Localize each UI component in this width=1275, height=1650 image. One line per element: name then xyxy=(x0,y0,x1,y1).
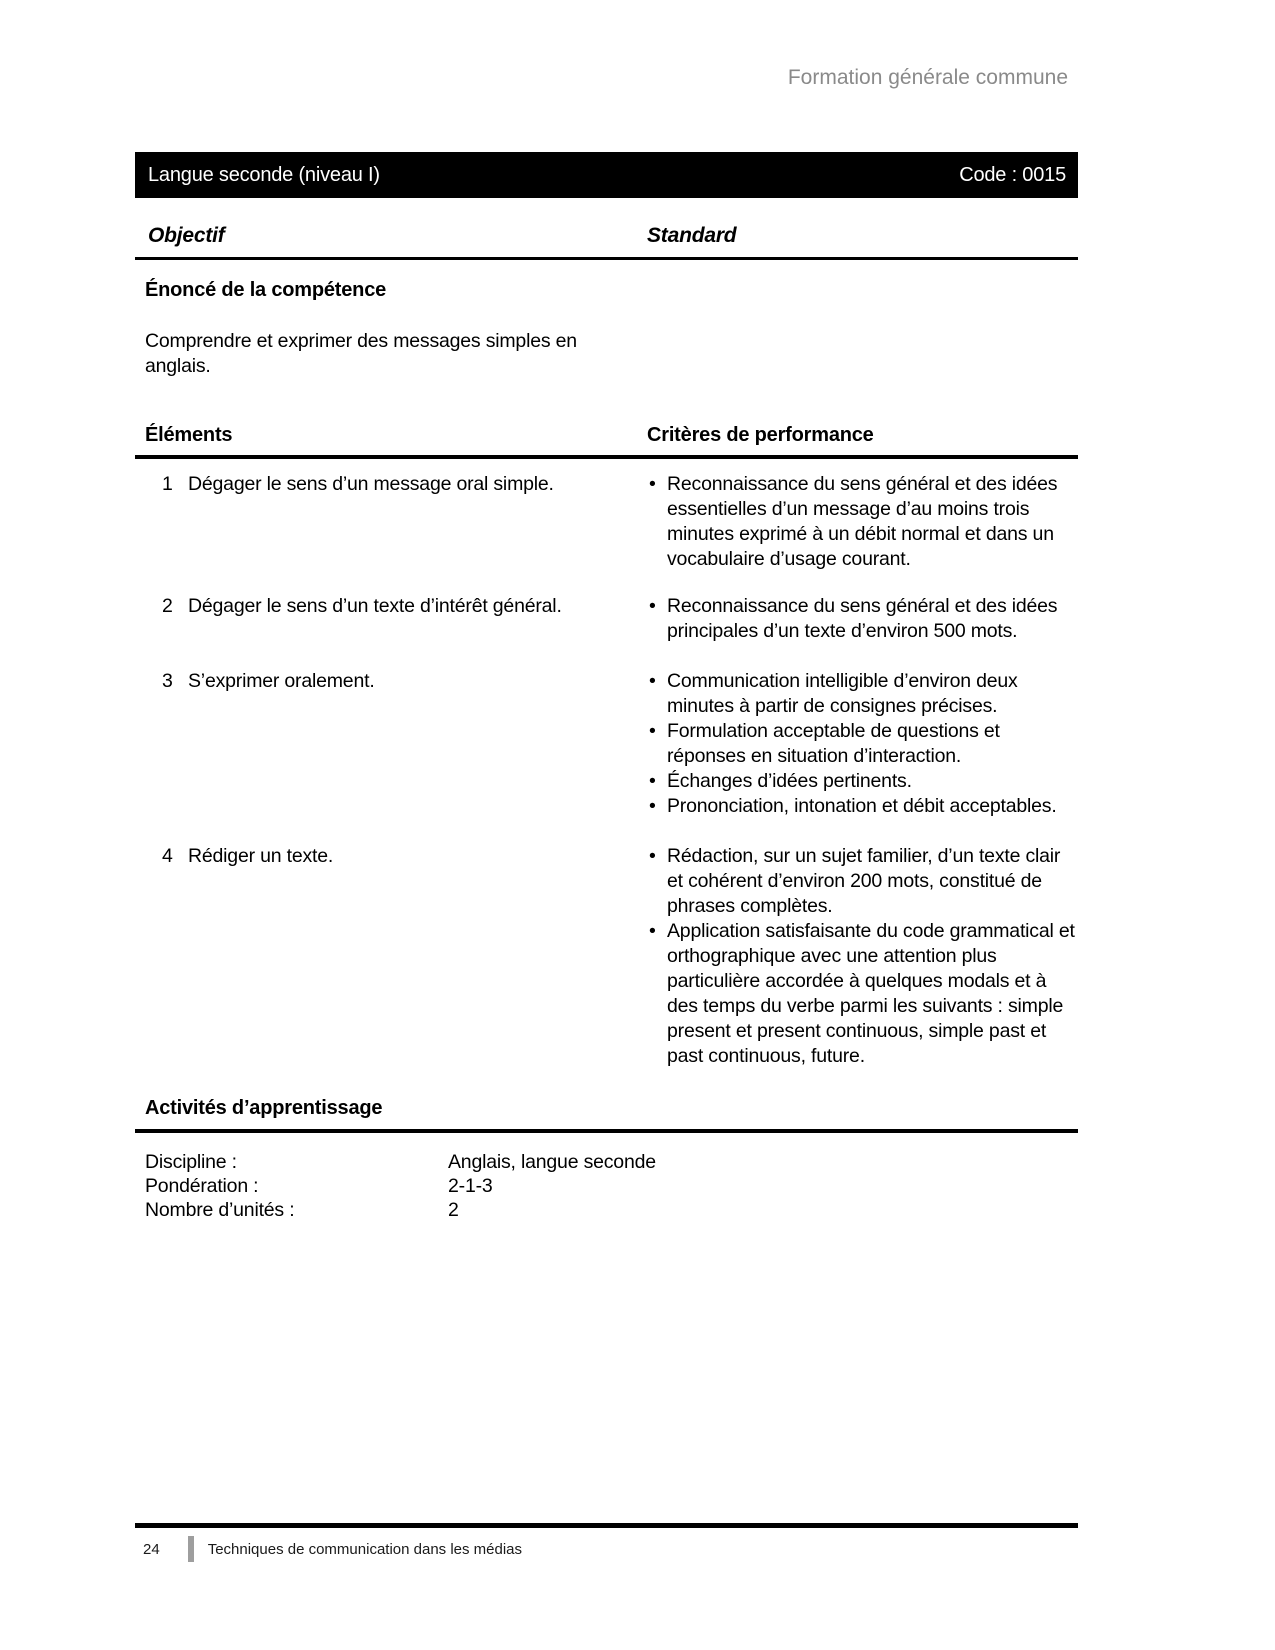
criteria-item: • Application satisfaisante du code grammatical et orthographique avec une attention plus particulière accordée à quelques modals et à des temps du verbe parmi les suivants : simple present et present continuous, simple past et past continuous, future. xyxy=(647,919,1078,1069)
info-value: Anglais, langue seconde xyxy=(448,1151,656,1173)
info-label: Nombre d’unités : xyxy=(145,1199,295,1221)
info-row-unites xyxy=(145,1198,656,1222)
page-footer xyxy=(135,1536,522,1562)
criteria-cell xyxy=(647,844,1078,1069)
element-cell xyxy=(135,669,647,819)
criteria-cell xyxy=(647,472,1078,572)
info-label: Pondération : xyxy=(145,1175,259,1197)
element-number: 4 xyxy=(162,845,173,867)
criteria-list xyxy=(647,594,1078,644)
criteria-list xyxy=(647,669,1078,819)
elements-header: Éléments xyxy=(145,424,233,446)
course-title-bar xyxy=(135,152,1078,198)
criteria-item: • Reconnaissance du sens général et des idées essentielles d’un message d’au moins trois minutes exprimé à un débit normal et dans un vocabulaire d’usage courant. xyxy=(647,472,1078,572)
criteria-header: Critères de performance xyxy=(647,424,874,446)
criteria-list xyxy=(647,472,1078,572)
page-number: 24 xyxy=(143,1540,160,1558)
criteria-item: • Prononciation, intonation et débit acceptables. xyxy=(647,794,1078,819)
criteria-item: • Communication intelligible d’environ deux minutes à partir de consignes précises. xyxy=(647,669,1078,719)
course-code: Code : 0015 xyxy=(959,163,1066,186)
footer-separator-bar xyxy=(188,1536,194,1562)
info-value: 2-1-3 xyxy=(448,1175,493,1197)
footer-rule xyxy=(135,1523,1078,1528)
element-number: 2 xyxy=(162,595,173,617)
activities-info xyxy=(145,1150,656,1222)
element-number: 1 xyxy=(162,473,173,495)
element-text: Dégager le sens d’un message oral simple. xyxy=(188,473,554,495)
criteria-cell xyxy=(647,669,1078,819)
criteria-cell xyxy=(647,594,1078,644)
element-cell xyxy=(135,844,647,1069)
elements-table xyxy=(135,472,1078,1094)
criteria-item: • Formulation acceptable de questions et réponses en situation d’interaction. xyxy=(647,719,1078,769)
info-label: Discipline : xyxy=(145,1151,237,1173)
element-text: Rédiger un texte. xyxy=(188,845,334,867)
criteria-list xyxy=(647,844,1078,1069)
criteria-item: • Reconnaissance du sens général et des idées principales d’un texte d’environ 500 mots. xyxy=(647,594,1078,644)
element-text: S’exprimer oralement. xyxy=(188,670,375,692)
info-value: 2 xyxy=(448,1199,459,1221)
competence-heading: Énoncé de la compétence xyxy=(145,279,387,301)
criteria-item: • Rédaction, sur un sujet familier, d’un texte clair et cohérent d’environ 200 mots, constitué de phrases complètes. xyxy=(647,844,1078,919)
criteria-item: • Échanges d’idées pertinents. xyxy=(647,769,1078,794)
objectif-standard-header-row xyxy=(135,224,1078,260)
element-cell xyxy=(135,594,647,644)
element-row-4 xyxy=(135,844,1078,1069)
activities-heading: Activités d’apprentissage xyxy=(135,1097,1078,1133)
course-title: Langue seconde (niveau I) xyxy=(148,163,380,186)
element-row-1 xyxy=(135,472,1078,572)
elements-criteria-header-row xyxy=(135,424,1078,459)
info-row-ponderation xyxy=(145,1174,656,1198)
element-number: 3 xyxy=(162,670,173,692)
info-row-discipline xyxy=(145,1150,656,1174)
standard-heading: Standard xyxy=(647,224,737,247)
competence-statement: Comprendre et exprimer des messages simples en anglais. xyxy=(145,330,577,377)
element-row-2 xyxy=(135,594,1078,644)
footer-text: Techniques de communication dans les médias xyxy=(207,1540,523,1558)
element-text: Dégager le sens d’un texte d’intérêt général. xyxy=(188,595,562,617)
element-cell xyxy=(135,472,647,572)
element-row-3 xyxy=(135,669,1078,819)
objectif-heading: Objectif xyxy=(148,224,225,247)
section-header-label: Formation générale commune xyxy=(787,66,1068,89)
